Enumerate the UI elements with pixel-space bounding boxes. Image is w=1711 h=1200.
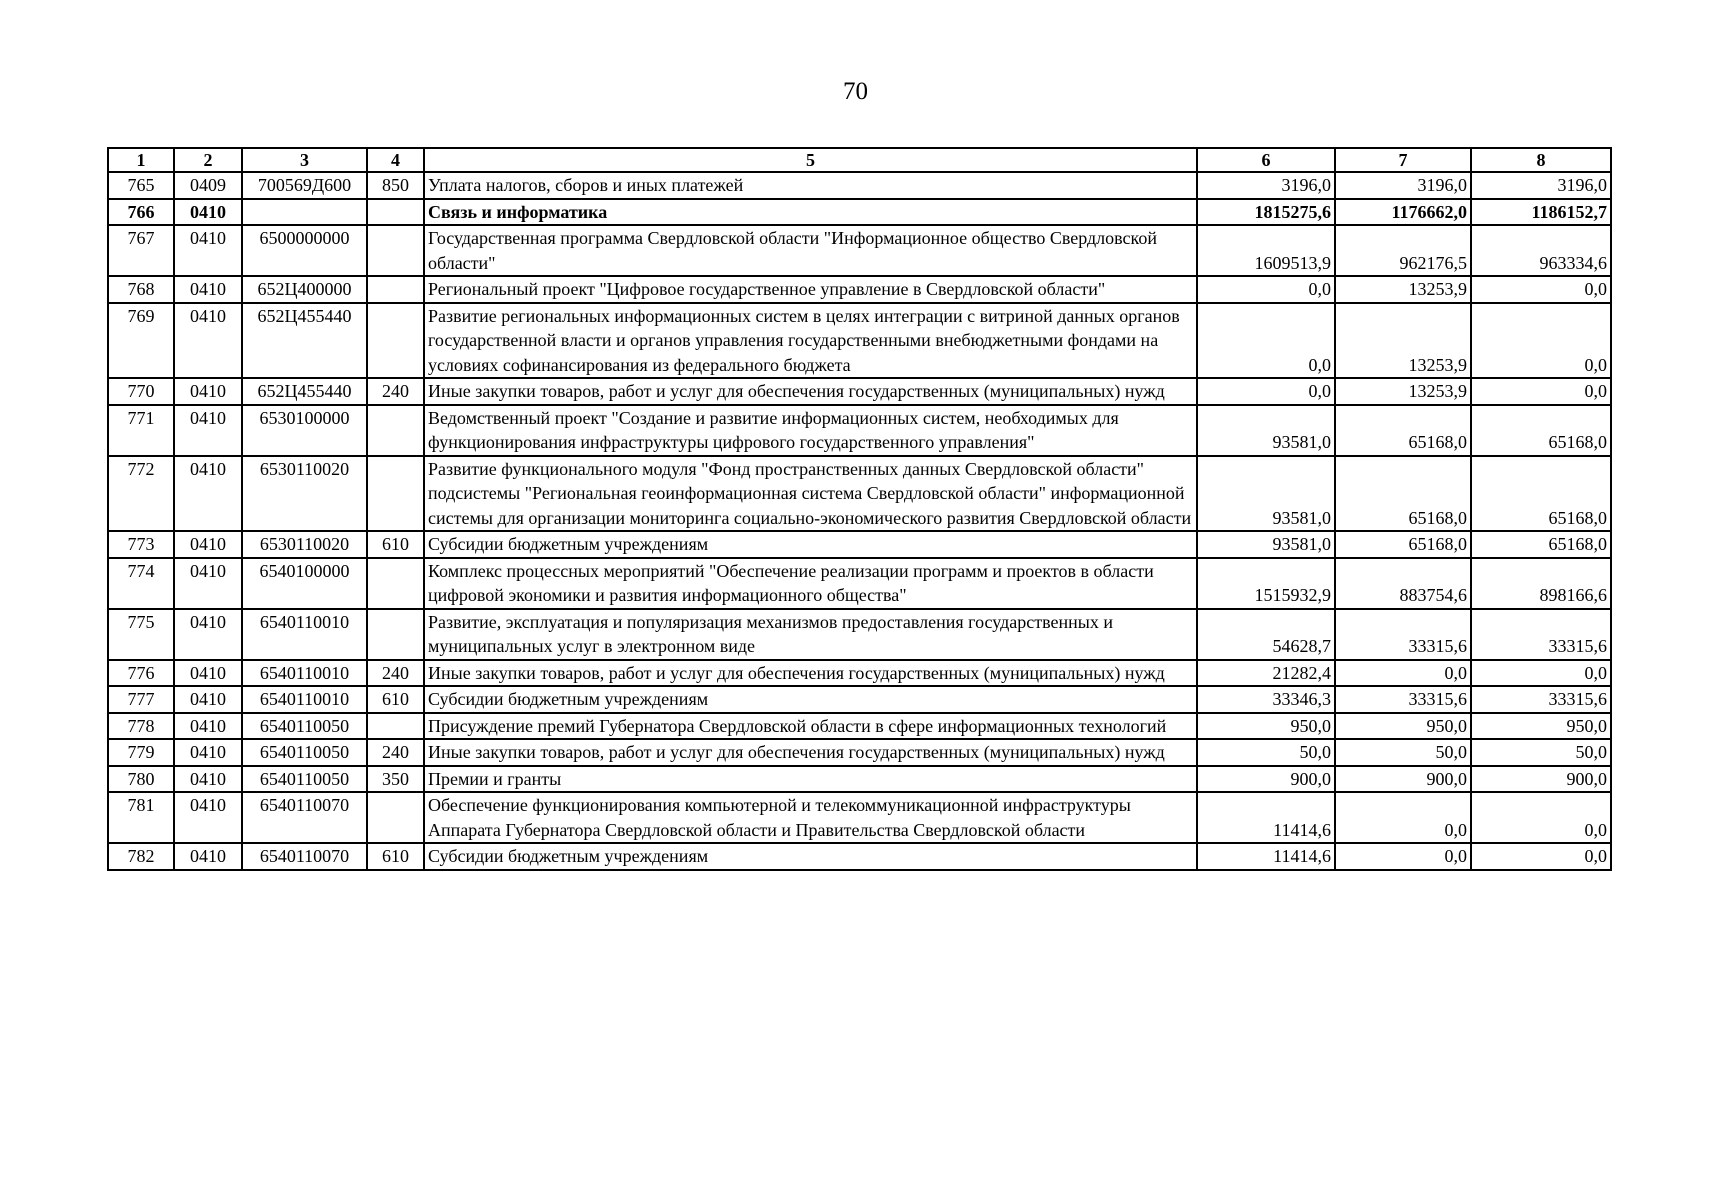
table-row (108, 405, 1611, 456)
expense-type-cell (367, 713, 424, 740)
target-code-cell: 6540110070 (242, 843, 367, 870)
amount-col7-cell: 0,0 (1335, 660, 1471, 687)
row-number-cell: 772 (108, 456, 174, 532)
target-code-cell: 6500000000 (242, 225, 367, 276)
section-code-cell: 0409 (174, 172, 242, 199)
amount-col8-cell: 0,0 (1471, 276, 1611, 303)
row-number-cell: 769 (108, 303, 174, 379)
table-row (108, 843, 1611, 870)
target-code-cell: 6540100000 (242, 558, 367, 609)
row-number-cell: 774 (108, 558, 174, 609)
amount-col7-cell: 0,0 (1335, 843, 1471, 870)
budget-table (107, 147, 1612, 871)
amount-col8-cell: 33315,6 (1471, 686, 1611, 713)
table-row (108, 660, 1611, 687)
item-name-cell: Субсидии бюджетным учреждениям (424, 686, 1197, 713)
amount-col8-cell: 3196,0 (1471, 172, 1611, 199)
item-name-cell: Иные закупки товаров, работ и услуг для обеспечения государственных (муниципальных) нужд (424, 660, 1197, 687)
expense-type-cell: 610 (367, 531, 424, 558)
expense-type-cell: 350 (367, 766, 424, 793)
row-number-cell: 777 (108, 686, 174, 713)
row-number-cell: 782 (108, 843, 174, 870)
column-header: 7 (1335, 148, 1471, 172)
amount-col7-cell: 0,0 (1335, 792, 1471, 843)
target-code-cell: 6540110010 (242, 686, 367, 713)
amount-col6-cell: 1815275,6 (1197, 199, 1335, 226)
expense-type-cell (367, 558, 424, 609)
amount-col8-cell: 950,0 (1471, 713, 1611, 740)
amount-col6-cell: 3196,0 (1197, 172, 1335, 199)
item-name-cell: Связь и информатика (424, 199, 1197, 226)
item-name-cell: Иные закупки товаров, работ и услуг для обеспечения государственных (муниципальных) нужд (424, 378, 1197, 405)
amount-col8-cell: 65168,0 (1471, 405, 1611, 456)
section-code-cell: 0410 (174, 558, 242, 609)
row-number-cell: 778 (108, 713, 174, 740)
table-body (108, 172, 1611, 870)
item-name-cell: Ведомственный проект "Создание и развитие информационных систем, необходимых для функционирования инфраструктуры цифрового государственного управления" (424, 405, 1197, 456)
table-row (108, 792, 1611, 843)
amount-col6-cell: 93581,0 (1197, 531, 1335, 558)
expense-type-cell: 850 (367, 172, 424, 199)
amount-col7-cell: 950,0 (1335, 713, 1471, 740)
column-header: 2 (174, 148, 242, 172)
amount-col6-cell: 1609513,9 (1197, 225, 1335, 276)
target-code-cell: 652Ц455440 (242, 378, 367, 405)
section-code-cell: 0410 (174, 405, 242, 456)
item-name-cell: Государственная программа Свердловской области "Информационное общество Свердловской области" (424, 225, 1197, 276)
expense-type-cell: 610 (367, 843, 424, 870)
amount-col8-cell: 65168,0 (1471, 456, 1611, 532)
table-row (108, 739, 1611, 766)
target-code-cell (242, 199, 367, 226)
section-code-cell: 0410 (174, 843, 242, 870)
amount-col8-cell: 0,0 (1471, 303, 1611, 379)
row-number-cell: 775 (108, 609, 174, 660)
item-name-cell: Развитие функционального модуля "Фонд пространственных данных Свердловской области" подсистемы "Региональная геоинформационная система Свердловской области" информационной системы для организации мониторинга социально-экономического развития Свердловской области (424, 456, 1197, 532)
header-row (108, 148, 1611, 172)
section-code-cell: 0410 (174, 686, 242, 713)
amount-col7-cell: 1176662,0 (1335, 199, 1471, 226)
amount-col8-cell: 963334,6 (1471, 225, 1611, 276)
column-header: 4 (367, 148, 424, 172)
section-code-cell: 0410 (174, 792, 242, 843)
section-code-cell: 0410 (174, 199, 242, 226)
amount-col6-cell: 0,0 (1197, 276, 1335, 303)
amount-col7-cell: 33315,6 (1335, 609, 1471, 660)
amount-col7-cell: 962176,5 (1335, 225, 1471, 276)
amount-col7-cell: 65168,0 (1335, 531, 1471, 558)
table-row (108, 686, 1611, 713)
amount-col7-cell: 13253,9 (1335, 303, 1471, 379)
amount-col8-cell: 50,0 (1471, 739, 1611, 766)
amount-col6-cell: 11414,6 (1197, 843, 1335, 870)
table-row (108, 378, 1611, 405)
row-number-cell: 767 (108, 225, 174, 276)
row-number-cell: 768 (108, 276, 174, 303)
amount-col6-cell: 54628,7 (1197, 609, 1335, 660)
amount-col7-cell: 13253,9 (1335, 276, 1471, 303)
amount-col7-cell: 65168,0 (1335, 456, 1471, 532)
amount-col8-cell: 0,0 (1471, 843, 1611, 870)
target-code-cell: 6530100000 (242, 405, 367, 456)
item-name-cell: Субсидии бюджетным учреждениям (424, 843, 1197, 870)
target-code-cell: 6540110050 (242, 766, 367, 793)
amount-col6-cell: 93581,0 (1197, 405, 1335, 456)
expense-type-cell (367, 276, 424, 303)
section-code-cell: 0410 (174, 531, 242, 558)
item-name-cell: Премии и гранты (424, 766, 1197, 793)
page-number: 70 (843, 78, 868, 105)
target-code-cell: 652Ц455440 (242, 303, 367, 379)
amount-col8-cell: 65168,0 (1471, 531, 1611, 558)
amount-col8-cell: 900,0 (1471, 766, 1611, 793)
row-number-cell: 765 (108, 172, 174, 199)
section-code-cell: 0410 (174, 660, 242, 687)
expense-type-cell (367, 792, 424, 843)
table-row (108, 713, 1611, 740)
amount-col7-cell: 883754,6 (1335, 558, 1471, 609)
item-name-cell: Развитие, эксплуатация и популяризация механизмов предоставления государственных и муниципальных услуг в электронном виде (424, 609, 1197, 660)
column-header: 3 (242, 148, 367, 172)
expense-type-cell (367, 199, 424, 226)
item-name-cell: Региональный проект "Цифровое государственное управление в Свердловской области" (424, 276, 1197, 303)
amount-col6-cell: 21282,4 (1197, 660, 1335, 687)
target-code-cell: 6540110050 (242, 739, 367, 766)
expense-type-cell: 610 (367, 686, 424, 713)
column-header: 8 (1471, 148, 1611, 172)
expense-type-cell (367, 303, 424, 379)
section-code-cell: 0410 (174, 456, 242, 532)
column-header: 6 (1197, 148, 1335, 172)
expense-type-cell: 240 (367, 739, 424, 766)
item-name-cell: Присуждение премий Губернатора Свердловской области в сфере информационных технологий (424, 713, 1197, 740)
section-code-cell: 0410 (174, 766, 242, 793)
amount-col6-cell: 33346,3 (1197, 686, 1335, 713)
item-name-cell: Развитие региональных информационных систем в целях интеграции с витриной данных органов государственной власти и органов управления государственными внебюджетными фондами на условиях софинансирования из федерального бюджета (424, 303, 1197, 379)
amount-col8-cell: 33315,6 (1471, 609, 1611, 660)
table-row (108, 531, 1611, 558)
row-number-cell: 773 (108, 531, 174, 558)
row-number-cell: 770 (108, 378, 174, 405)
row-number-cell: 766 (108, 199, 174, 226)
table-row (108, 558, 1611, 609)
row-number-cell: 781 (108, 792, 174, 843)
amount-col6-cell: 1515932,9 (1197, 558, 1335, 609)
table-row (108, 303, 1611, 379)
amount-col8-cell: 0,0 (1471, 792, 1611, 843)
table-row (108, 456, 1611, 532)
section-code-cell: 0410 (174, 276, 242, 303)
amount-col7-cell: 50,0 (1335, 739, 1471, 766)
row-number-cell: 780 (108, 766, 174, 793)
target-code-cell: 6530110020 (242, 531, 367, 558)
item-name-cell: Комплекс процессных мероприятий "Обеспечение реализации программ и проектов в области цифровой экономики и развития информационного общества" (424, 558, 1197, 609)
amount-col8-cell: 1186152,7 (1471, 199, 1611, 226)
section-code-cell: 0410 (174, 609, 242, 660)
amount-col6-cell: 50,0 (1197, 739, 1335, 766)
table-row (108, 609, 1611, 660)
section-code-cell: 0410 (174, 303, 242, 379)
amount-col7-cell: 33315,6 (1335, 686, 1471, 713)
target-code-cell: 6540110010 (242, 660, 367, 687)
amount-col8-cell: 0,0 (1471, 378, 1611, 405)
target-code-cell: 6540110070 (242, 792, 367, 843)
amount-col8-cell: 0,0 (1471, 660, 1611, 687)
expense-type-cell: 240 (367, 378, 424, 405)
amount-col6-cell: 900,0 (1197, 766, 1335, 793)
target-code-cell: 6530110020 (242, 456, 367, 532)
expense-type-cell (367, 405, 424, 456)
row-number-cell: 771 (108, 405, 174, 456)
section-code-cell: 0410 (174, 225, 242, 276)
section-code-cell: 0410 (174, 739, 242, 766)
table-row (108, 199, 1611, 226)
target-code-cell: 6540110010 (242, 609, 367, 660)
expense-type-cell (367, 609, 424, 660)
table-row (108, 225, 1611, 276)
target-code-cell: 700569Д600 (242, 172, 367, 199)
amount-col7-cell: 3196,0 (1335, 172, 1471, 199)
section-code-cell: 0410 (174, 378, 242, 405)
amount-col6-cell: 0,0 (1197, 378, 1335, 405)
item-name-cell: Иные закупки товаров, работ и услуг для обеспечения государственных (муниципальных) нужд (424, 739, 1197, 766)
table-row (108, 172, 1611, 199)
amount-col6-cell: 0,0 (1197, 303, 1335, 379)
expense-type-cell (367, 456, 424, 532)
amount-col7-cell: 13253,9 (1335, 378, 1471, 405)
item-name-cell: Обеспечение функционирования компьютерной и телекоммуникационной инфраструктуры Аппарата Губернатора Свердловской области и Правительства Свердловской области (424, 792, 1197, 843)
expense-type-cell: 240 (367, 660, 424, 687)
column-header: 5 (424, 148, 1197, 172)
table-row (108, 276, 1611, 303)
section-code-cell: 0410 (174, 713, 242, 740)
item-name-cell: Субсидии бюджетным учреждениям (424, 531, 1197, 558)
amount-col6-cell: 93581,0 (1197, 456, 1335, 532)
item-name-cell: Уплата налогов, сборов и иных платежей (424, 172, 1197, 199)
amount-col7-cell: 65168,0 (1335, 405, 1471, 456)
amount-col7-cell: 900,0 (1335, 766, 1471, 793)
amount-col6-cell: 950,0 (1197, 713, 1335, 740)
row-number-cell: 776 (108, 660, 174, 687)
table-row (108, 766, 1611, 793)
row-number-cell: 779 (108, 739, 174, 766)
amount-col8-cell: 898166,6 (1471, 558, 1611, 609)
target-code-cell: 652Ц400000 (242, 276, 367, 303)
amount-col6-cell: 11414,6 (1197, 792, 1335, 843)
column-header: 1 (108, 148, 174, 172)
expense-type-cell (367, 225, 424, 276)
target-code-cell: 6540110050 (242, 713, 367, 740)
